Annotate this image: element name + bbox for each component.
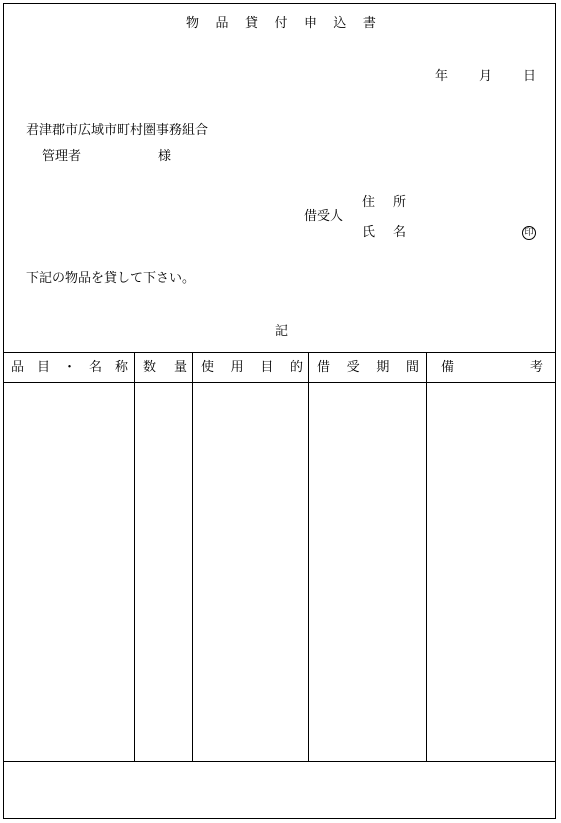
header-char: 用 [230,360,244,375]
request-text: 下記の物品を貸して下さい。 [26,271,196,286]
borrower-address-label [362,196,406,209]
table-col-divider [308,352,309,761]
title-char-3: 貸 [244,16,258,31]
header-purpose [201,361,303,374]
header-char: 数 [143,360,157,375]
header-char: 目 [260,360,274,375]
header-char: 借 [317,360,331,375]
form-title [186,17,376,30]
title-char-2: 品 [215,16,229,31]
table-bottom-line [3,761,556,762]
header-char: 間 [405,360,419,375]
header-quantity [143,361,187,374]
table-col-divider [192,352,193,761]
header-item-name [11,361,128,374]
date-year-label: 年 [435,69,449,84]
address-char-2: 所 [392,195,406,210]
ki-label: 記 [275,324,289,339]
title-char-4: 付 [274,16,288,31]
title-char-1: 物 [186,16,200,31]
header-char: 使 [201,360,215,375]
seal-mark [522,225,536,240]
header-char: 称 [114,360,128,375]
table-top-line [3,352,556,353]
title-char-7: 書 [362,16,376,31]
table-col-divider [426,352,427,761]
header-char: 期 [376,360,390,375]
name-char-2: 名 [392,225,406,240]
header-char: 品 [11,360,25,375]
seal-icon: 印 [522,226,536,240]
title-char-5: 申 [303,16,317,31]
header-char: 名 [88,360,102,375]
addressee-org: 君津郡市広域市町村圏事務組合 [26,123,209,138]
header-period [317,361,419,374]
header-remarks [441,361,543,374]
header-char: 考 [529,360,543,375]
table-header-line [3,382,556,383]
name-char-1: 氏 [362,225,376,240]
header-char: 備 [441,360,455,375]
title-char-6: 込 [333,16,347,31]
addressee-manager: 管理者 [42,149,82,164]
header-char: 的 [289,360,303,375]
date-day-label: 日 [523,69,537,84]
borrower-label: 借受人 [304,209,344,224]
address-char-1: 住 [362,195,376,210]
addressee-honorific: 様 [158,149,172,164]
date-month-label: 月 [479,69,493,84]
borrower-name-label [362,226,406,239]
header-char: 量 [173,360,187,375]
header-char: ・ [62,360,76,375]
table-col-divider [134,352,135,761]
header-char: 受 [346,360,360,375]
header-char: 目 [36,360,50,375]
